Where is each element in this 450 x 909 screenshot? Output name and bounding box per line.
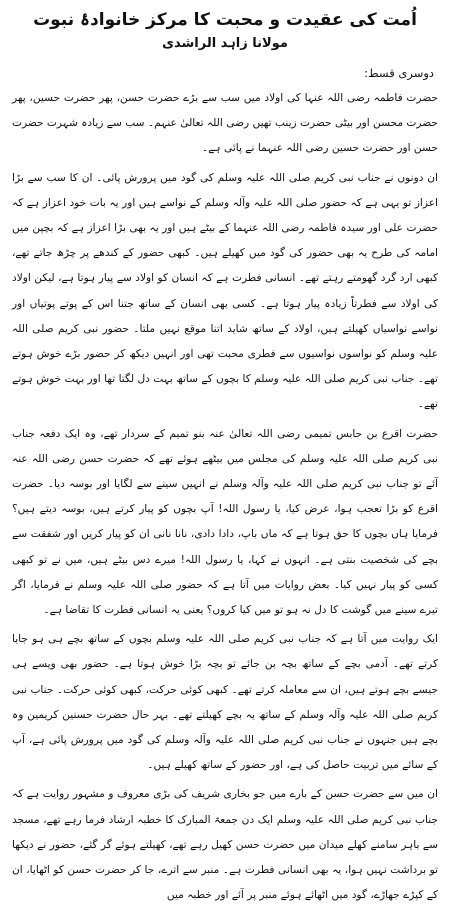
paragraph: حضرت اقرع بن حابس تمیمی رضی اللہ تعالیٰ عنہ بنو تمیم کے سردار تھے، وہ ایک دفعہ جناب نبی کریم صلی اللہ علیہ وسلم کی مجلس میں بیٹھے ہوئے تھے کہ حضرت حسن رضی اللہ عنہ آئے تو جناب نبی کریم صلی اللہ علیہ وآلہ وسلم نے انہیں سینے سے لگایا اور بوسہ دیا۔ حضرت اقرع کو بڑا تعجب ہوا، عرض کیا، یا رسول اللہ! آپ بچوں کو پیار کرتے ہیں، بوسہ دیتے ہیں؟ فرمایا ہاں بچوں کا حق ہوتا ہے کہ ماں باپ، دادا دادی، نانا نانی ان کو پیار کریں اور شفقت سے بچے کی شخصیت بنتی ہے۔ انہوں نے کہا، یا رسول اللہ! میرے دس بیٹے ہیں، میں نے تو کبھی کسی کو پیار نہیں کیا۔ بعض روایات میں آتا ہے کہ حضور صلی اللہ علیہ وسلم نے فرمایا، اگر تیرے سینے میں گوشت کا دل نہ ہو تو میں کیا کروں؟ یعنی یہ انسانی فطرت کا تقاضا ہے۔ xyxy=(12,427,438,617)
paragraph: ان میں سے حضرت حسن کے بارے میں جو بخاری شریف کی بڑی معروف و مشہور روایت ہے کہ جناب نبی کریم صلی اللہ علیہ وسلم ایک دن جمعۃ المبارک کا خطبہ ارشاد فرما رہے تھے، مسجد سے باہر سامنے کھلے میدان میں حضرت حسن کھیل رہے تھے، کھیلتے ہوئے گر گئے، حضور نے دیکھا تو برداشت نہیں ہوا، یہ بھی انسانی فطرت ہے۔ منبر سے اترے، جا کر حضرت حسن کو اٹھایا، ان کے کپڑے جھاڑے، گود میں اٹھائے ہوئے منبر پر آئے اور خطبہ میں xyxy=(12,788,438,902)
installment-label: دوسری قسط: xyxy=(364,66,434,80)
paragraph: حضرت فاطمہ رضی اللہ عنہا کی اولاد میں سب سے بڑے حضرت حسن، پھر حضرت حسین، پھر حضرت محسن اور بیٹی حضرت زینب تھیں رضی اللہ تعالیٰ عنہم۔ سب سے زیادہ شہرت حضرت حسن اور حضرت حسین رضی اللہ عنہما نے پائی ہے۔ xyxy=(12,92,438,155)
paragraph: ایک روایت میں آتا ہے کہ جناب نبی کریم صلی اللہ علیہ وسلم بچوں کے ساتھ بچے ہی ہو جایا کرتے تھے۔ آدمی بچے کے ساتھ بچہ بن جائے تو بچہ بڑا خوش ہوتا ہے۔ حضور بھی ویسے ہی جیسے بچے ہوتے ہیں، ان سے معاملہ کرتے تھے۔ کبھی کوئی حرکت، کبھی کوئی حرکت۔ جناب نبی کریم صلی اللہ علیہ وآلہ وسلم کے ساتھ یہ بچے کھیلتے تھے۔ بہر حال حضرت حسنین کریمین وہ بچے ہیں جنہوں نے جناب نبی کریم صلی اللہ علیہ وآلہ وسلم کی گود میں پرورش پائی ہے، آپ کے سائے میں تربیت حاصل کی ہے، اور حضور کے ساتھ کھیلے ہیں۔ xyxy=(12,633,438,772)
article-title: اُمت کی عقیدت و محبت کا مرکز خانوادۂ نبوت xyxy=(33,10,417,30)
paragraph: ان دونوں نے جناب نبی کریم صلی اللہ علیہ وسلم کی گود میں پرورش پائی۔ ان کا سب سے بڑا اعزاز تو یہی ہے کہ حضور صلی اللہ علیہ وآلہ وسلم کے نواسے ہیں اور یہ بات خود اعزاز ہے کہ حضرت علی اور سیدہ فاطمہ رضی اللہ عنہما کے بیٹے ہیں اور یہ بھی بڑا اعزاز ہے کہ بچپن میں امامہ کی طرح یہ بھی حضور کی گود میں کھیلے ہیں۔ کبھی حضور کے کندھے پر چڑھ جاتے تھے، کبھی ارد گرد گھومتے رہتے تھے۔ انسانی فطرت ہے کہ انسان کو اولاد سے پیار ہوتا ہے، لیکن اولاد کی اولاد سے فطرتاً زیادہ پیار ہوتا ہے۔ کسی بھی انسان کے ساتھ جتنا اس کے پوتے پوتیاں اور نواسے نواسیاں کھیلتے ہیں، اولاد کے ساتھ شاید اتنا موقع نہیں ملتا۔ حضور نبی کریم صلی اللہ علیہ وسلم کو نواسوں نواسیوں سے فطری محبت تھی اور انہیں دیکھ کر حضور بڑے خوش ہوتے تھے۔ جناب نبی کریم صلی اللہ علیہ وسلم کا بچوں کے ساتھ بہت دل لگتا تھا اور بہت خوش ہوتے تھے۔ xyxy=(12,171,438,411)
article-author: مولانا زاہد الراشدی xyxy=(162,36,288,51)
article-body xyxy=(12,86,438,909)
